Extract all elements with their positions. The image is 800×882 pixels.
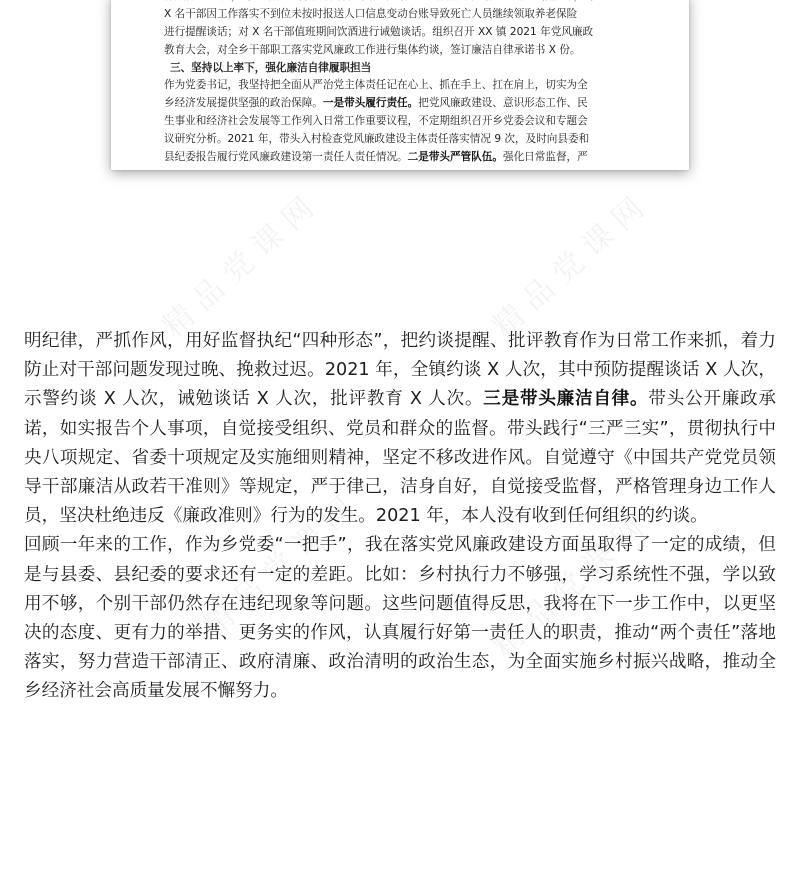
preview-line: 教育大会，对全乡干部职工落实党风廉政工作进行集体约谈，签订廉洁自律承诺书 X 份。 <box>164 43 581 56</box>
preview-line: 乡经济发展提供坚强的政治保障。一是带头履行责任。把党风廉政建设、意识形态工作、民 <box>164 97 588 110</box>
main-body-text <box>24 327 776 707</box>
section-heading: 三、坚持以上率下，强化廉洁自律履职担当 <box>170 61 372 74</box>
preview-line: 作为党委书记，我坚持把全面从严治党主体责任记在心上、抓在手上、扛在肩上，切实为全 <box>164 79 588 92</box>
preview-line: 议研究分析。2021 年，带头入村检查党风廉政建设主体责任落实情况 9 次，及时向县委和 <box>164 133 590 146</box>
preview-line: X 名干部因工作落实不到位未按时报送人口信息变动台账导致死亡人员继续领取养老保险 <box>164 7 578 20</box>
bold-phrase: 一是带头履行责任。 <box>322 97 419 110</box>
watermark: 精品党课网 <box>156 184 329 345</box>
preview-line: 县纪委报告履行党风廉政建设第一责任人责任情况。二是带头严管队伍。强化日常监督，严 <box>164 151 588 164</box>
preview-line: 生事业和经济社会发展等工作列入日常工作重要议程，不定期组织召开乡党委会议和专题会 <box>164 115 588 128</box>
bold-phrase: 三是带头廉洁自律。 <box>483 389 649 410</box>
document-preview-text <box>164 0 641 167</box>
preview-line: 进行提醒谈话；对 X 名干部值班期间饮酒进行诫勉谈话。组织召开 XX 镇 2021 年党风廉政 <box>164 25 594 38</box>
paragraph: 明纪律，严抓作风，用好监督执纪“四种形态”，把约谈提醒、批评教育作为日常工作来抓，着力防止对干部问题发现过晚、挽救过迟。2021 年，全镇约谈 X 人次，其中预防提醒谈话 X 人次，示警约谈 X 人次，诫勉谈话 X 人次，批评教育 X 人次。三是带头廉洁自律。带头公开廉政承诺，如实报告个人事项，自觉接受组织、党员和群众的监督。带头践行“三严三实”，贯彻执行中央八项规定、省委十项规定及实施细则精神，坚定不移改进作风。自觉遵守《中国共产党党员领导干部廉洁从政若干准则》等规定，严于律己，洁身自好，自觉接受监督，严格管理身边工作人员，坚决杜绝违反《廉政准则》行为的发生。2021 年，本人没有收到任何组织的约谈。 <box>24 331 776 527</box>
preview-line <box>164 0 641 6</box>
bold-phrase: 二是带头严管队伍。 <box>407 151 503 164</box>
document-preview-card <box>111 0 689 170</box>
watermark: 精品党课网 <box>196 484 369 645</box>
watermark: 精品党课网 <box>486 184 659 345</box>
paragraph: 回顾一年来的工作，作为乡党委“一把手”，我在落实党风廉政建设方面虽取得了一定的成绩，但是与县委、县纪委的要求还有一定的差距。比如：乡村执行力不够强，学习系统性不强，学以致用不够，个别干部仍然存在违纪现象等问题。这些问题值得反思，我将在下一步工作中，以更坚决的态度、更有力的举措、更务实的作风，认真履行好第一责任人的职责，推动“两个责任”落地落实，努力营造干部清正、政府清廉、政治清明的政治生态，为全面实施乡村振兴战略，推动全乡经济社会高质量发展不懈努力。 <box>24 535 776 702</box>
watermark: 精品党课网 <box>486 504 659 665</box>
